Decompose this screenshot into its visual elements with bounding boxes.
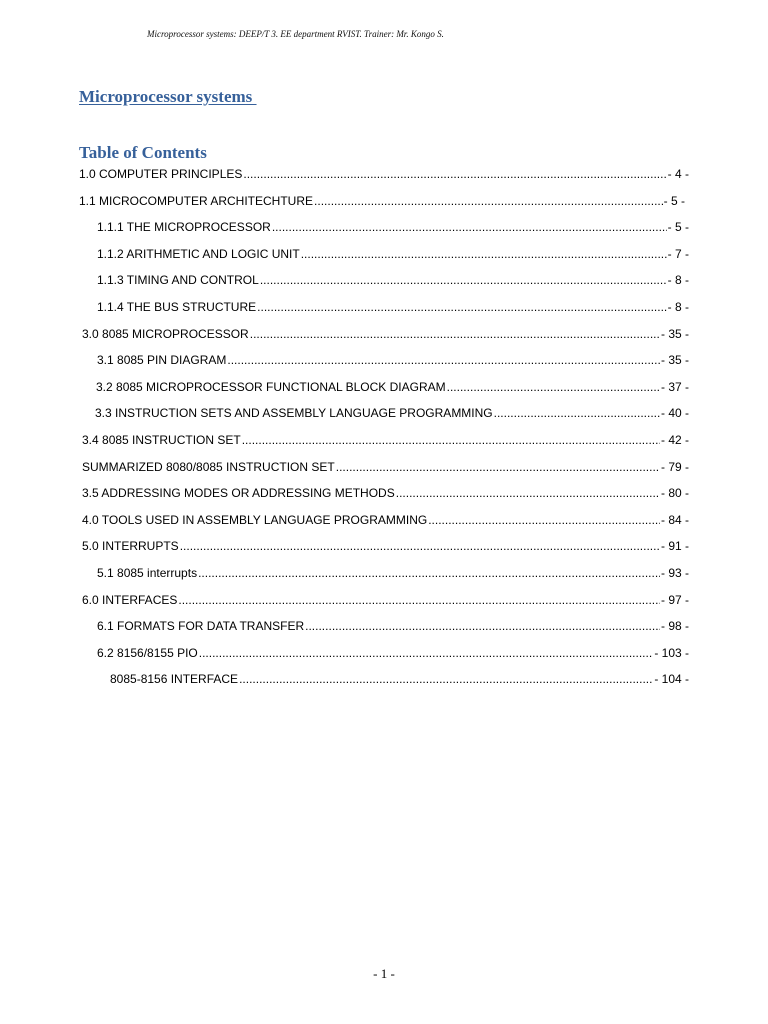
toc-entry[interactable] (82, 485, 689, 501)
toc-entry-label: 3.4 8085 INSTRUCTION SET (82, 433, 241, 447)
toc-dot-leader (242, 432, 660, 448)
toc-entry-page: - 37 - (660, 380, 689, 394)
toc-entry-page: - 40 - (660, 406, 689, 420)
toc-entry-label: 3.3 INSTRUCTION SETS AND ASSEMBLY LANGUAGE PROGRAMMING (95, 406, 493, 420)
toc-entry-label: 6.2 8156/8155 PIO (97, 646, 198, 660)
toc-entry[interactable] (82, 592, 689, 608)
toc-entry-label: 1.1.3 TIMING AND CONTROL (97, 273, 259, 287)
toc-entry-label: 3.0 8085 MICROPROCESSOR (82, 327, 249, 341)
toc-entry-page: - 104 - (654, 672, 689, 686)
toc-dot-leader (428, 512, 660, 528)
toc-dot-leader (301, 246, 667, 262)
toc-entry-label: 1.1.2 ARITHMETIC AND LOGIC UNIT (97, 247, 300, 261)
toc-dot-leader (180, 538, 660, 554)
toc-entry[interactable] (82, 512, 689, 528)
toc-entry-page: - 5 - (667, 220, 689, 234)
toc-entry-label: 5.1 8085 interrupts (97, 566, 198, 580)
toc-dot-leader (447, 379, 660, 395)
toc-entry-label: 6.1 FORMATS FOR DATA TRANSFER (97, 619, 305, 633)
toc-entry-label: 3.2 8085 MICROPROCESSOR FUNCTIONAL BLOCK DIAGRAM (96, 380, 446, 394)
toc-entry-page: - 8 - (667, 273, 689, 287)
toc-dot-leader (250, 326, 660, 342)
toc-dot-leader (396, 485, 660, 501)
toc-entry[interactable] (97, 272, 689, 288)
toc-entry[interactable] (79, 166, 689, 182)
toc-entry-label: 6.0 INTERFACES (82, 593, 178, 607)
toc-entry[interactable] (97, 246, 689, 262)
toc-dot-leader (260, 272, 667, 288)
toc-entry-label: 1.1 MICROCOMPUTER ARCHITECHTURE (79, 194, 314, 208)
toc-dot-leader (314, 193, 663, 209)
toc-entry-page: - 98 - (660, 619, 689, 633)
toc-entry-label: 3.1 8085 PIN DIAGRAM (97, 353, 227, 367)
toc-dot-leader (178, 592, 660, 608)
toc-entry-label: 1.1.1 THE MICROPROCESSOR (97, 220, 271, 234)
toc-entry[interactable] (95, 405, 689, 421)
toc-entry[interactable] (97, 618, 689, 634)
running-header: Microprocessor systems: DEEP/T 3. EE department RVIST. Trainer: Mr. Kongo S. (147, 29, 444, 39)
toc-entry-page: - 35 - (660, 353, 689, 367)
toc-entry[interactable] (110, 671, 689, 687)
toc-entry[interactable] (96, 379, 689, 395)
toc-entry[interactable] (82, 538, 689, 554)
toc-dot-leader (336, 459, 660, 475)
toc-entry-page: - 91 - (660, 539, 689, 553)
toc-entry-label: 4.0 TOOLS USED IN ASSEMBLY LANGUAGE PROGRAMMING (82, 513, 428, 527)
toc-entry[interactable] (97, 565, 689, 581)
toc-entry-page: - 80 - (660, 486, 689, 500)
toc-entry-page: - 97 - (660, 593, 689, 607)
toc-dot-leader (272, 219, 667, 235)
toc-dot-leader (305, 618, 660, 634)
toc-dot-leader (239, 671, 653, 687)
toc-dot-leader (243, 166, 666, 182)
toc-entry-page: - 7 - (667, 247, 689, 261)
toc-entry-page: - 8 - (667, 300, 689, 314)
toc-entry-page: - 42 - (660, 433, 689, 447)
toc-entry-label: 5.0 INTERRUPTS (82, 539, 179, 553)
toc-entry-page: - 84 - (660, 513, 689, 527)
toc-dot-leader (199, 645, 654, 661)
toc-entry-label: SUMMARIZED 8080/8085 INSTRUCTION SET (82, 460, 335, 474)
document-title: Microprocessor systems (79, 87, 257, 106)
toc-dot-leader (494, 405, 660, 421)
toc-dot-leader (257, 299, 667, 315)
toc-entry-page: - 4 - (667, 167, 689, 181)
toc-entry[interactable] (82, 459, 689, 475)
toc-entry[interactable] (97, 352, 689, 368)
toc-heading: Table of Contents (79, 143, 207, 162)
toc-entry-label: 1.1.4 THE BUS STRUCTURE (97, 300, 257, 314)
toc-entry-label: 8085-8156 INTERFACE (110, 672, 239, 686)
page-number: - 1 - (373, 966, 395, 981)
toc-entry[interactable] (97, 219, 689, 235)
toc-entry[interactable] (82, 326, 689, 342)
toc-entry-label: 1.0 COMPUTER PRINCIPLES (79, 167, 243, 181)
toc-dot-leader (198, 565, 660, 581)
toc-entry[interactable] (82, 432, 689, 448)
toc-entry-page: - 5 - (663, 194, 685, 208)
toc-entry-page: - 79 - (660, 460, 689, 474)
toc-entry-label: 3.5 ADDRESSING MODES OR ADDRESSING METHODS (82, 486, 395, 500)
toc-entry-page: - 35 - (660, 327, 689, 341)
toc-dot-leader (227, 352, 660, 368)
toc-entry[interactable] (97, 299, 689, 315)
toc-entry-page: - 103 - (654, 646, 689, 660)
toc-entry[interactable] (79, 193, 685, 209)
toc-entry[interactable] (97, 645, 689, 661)
toc-entry-page: - 93 - (660, 566, 689, 580)
